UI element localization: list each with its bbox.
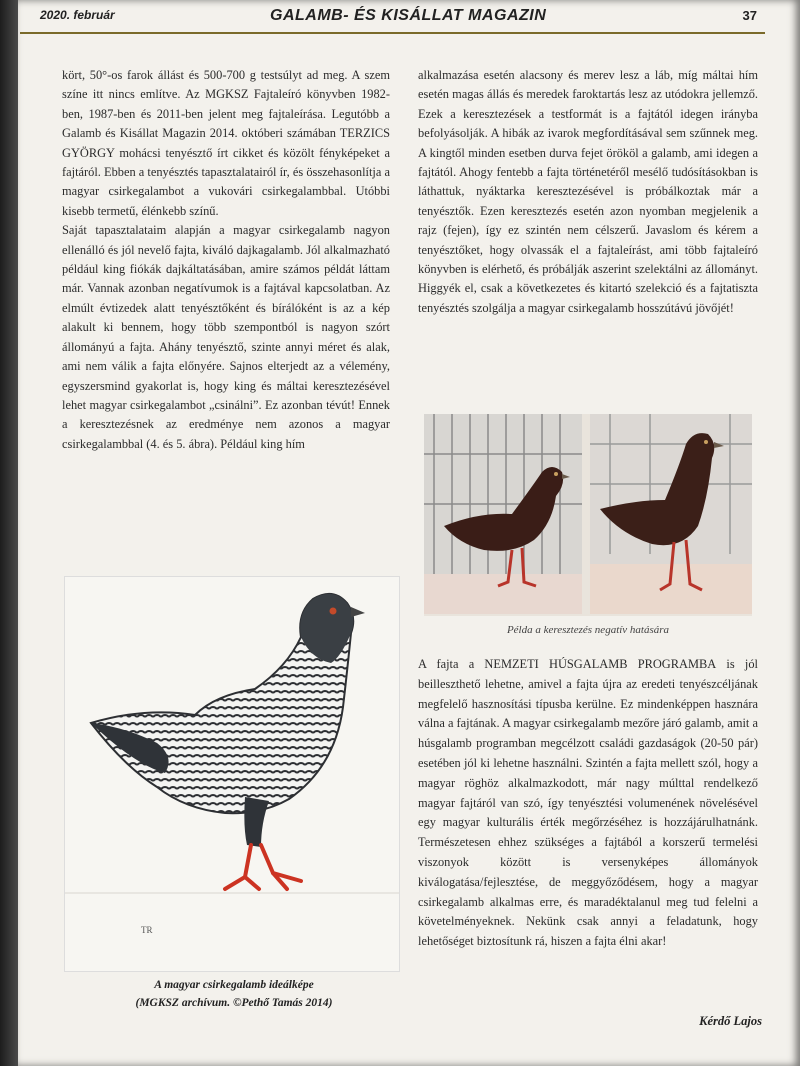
photo-caption: Példa a keresztezés negatív hatására: [506, 624, 670, 636]
issue-date: 2020. február: [40, 8, 115, 22]
paragraph-2: Saját tapasztalataim alapján a magyar csirkegalamb nagyon ellenálló és jól nevelő fajta, kiváló dajkagalamb. Jól alkalmazható például king fiókák dajkáltatásában, amire számos példát láttam már. Vannak azonban negatívumok is a fajtával kapcsolatban. Az elmúlt évtizedek alatt tenyésztőként és bírálóként is az a kép alakult ki bennem, hogy több szempontból is nagyon szórt állományú a fajta. Ahány tenyésztő, szinte annyi méret és alak, ami nem válik a fajta előnyére. Sajnos elterjedt az a vélemény, egyszersmind gyakorlat is, hogy king és máltai keresztezésével lehet magyar csirkegalambot „csinálni”. Ez azonban tévút! Ennek a keresztezésnek az eredménye nem azonos a magyar csirkegalambbal (4. és 5. ábra). Például king hím: [62, 223, 390, 451]
illustration-caption: [84, 976, 384, 1012]
illustration-caption-title: A magyar csirkegalamb ideálképe: [154, 979, 314, 991]
crossbreed-photos: [424, 414, 752, 616]
paragraph-4: [418, 655, 758, 952]
paragraph-1: kört, 50°-os farok állást és 500-700 g testsúlyt ad meg. A szem színe itt nincs említve. Az MGKSZ Fajtaleíró könyvben 1982-ben, 1987-ben és 2011-ben jelent meg fajtaleírása. Legutóbb a Galamb és Kisállat Magazin 2014. októberi számában TERZICS GYÖRGY mohácsi tenyésztő írt cikket és közölt fényképeket a fajtáról. Ebben a tenyésztés tapasztalatairól ír, és összehasonlítja a magyar csirkegalambot a vukovári csirkegalambbal. Utóbbi kisebb termetű, élénkebb színű.: [62, 68, 390, 218]
paragraph-3: alkalmazása esetén alacsony és merev lesz a láb, míg máltai hím esetén magas állás és meredek faroktartás lesz az utódokra jellemző. Ezek a keresztezések a testformát is a fajtától idegen irányba befolyásolják. A hibák az ivarok megfordításával sem szűnnek meg. A kingtől minden esetben durva fejet örököl a galamb, ami idegen a fajtától. Ahogy fentebb a fajta történetéről mesélő tudósításokban is láthattuk, nyáktarka keresztezésével is próbálkoztak már a tenyésztők. Ezen keresztezés esetén azon nyomban megjelenik a rajz (fejen), így ez szintén nem célszerű. Javaslom és kérem a tenyésztőket, hogy olvassák el a fajtaleírást, ami több fajtaleíró könyvben is elérhető, és próbálják aszerint szelektálni az állományt. Higgyék el, csak a következetes és kitartó szelekció és a fajtatiszta tenyésztés szolgálja a magyar csirkegalamb hosszútávú jövőjét!: [418, 68, 758, 315]
svg-text:TR: TR: [141, 925, 153, 935]
paragraph-4-body: is jól beilleszthető lehetne, amivel a fajta újra az eredeti tenyészcéljának megfelelő hasznosítási típusba kerülne. Ez mindenképpen hasznára válna a fajtának. A magyar csirkegalamb mezőre járó galamb, amit a húsgalamb programban megcélzott családi gazdaságok (20-50 pár) esetében jól ki lehetne használni. Szintén a fajta mellett szól, hogy a magyar röghöz alkalmazkodott, már nagy múlttal rendelkező magyar fajtáról van szó, így tenyésztési volumenének növelésével egy magyar kulturális érték megőrzéséhez is hozzájárulhatnánk. Természetesen ehhez szükséges a fajtából a korszerű termelési viszonyok között is versenyképes állományok kiválogatása/fejlesztése, de meggyőződésem, hogy a magyar csirkegalamb alkalmas erre, és maradéktalanul meg tud felelni a követelményeknek. Nekünk csak annyi a feladatunk, hogy lehetőséget biztosítunk rá, hiszen a fajta élni akar!: [418, 657, 758, 949]
paragraph-4-intro: A fajta a: [418, 657, 485, 671]
pigeon-photo-left: [424, 414, 582, 614]
program-name: NEMZETI HÚSGALAMB PROGRAMBA: [484, 657, 717, 671]
left-column: [62, 66, 390, 454]
page-header: [20, 2, 765, 34]
page-number: 37: [742, 8, 757, 23]
binding-spine: [0, 0, 18, 1066]
pigeon-photo-right: [590, 414, 752, 614]
right-column-bottom: [418, 655, 758, 952]
illustration-caption-credit: (MGKSZ archívum. ©Pethő Tamás 2014): [135, 997, 333, 1009]
magazine-title: GALAMB- ÉS KISÁLLAT MAGAZIN: [270, 7, 547, 24]
pigeon-illustration: [64, 576, 400, 972]
right-column-top: [418, 66, 758, 318]
article-author: Kérdő Lajos: [699, 1014, 762, 1028]
